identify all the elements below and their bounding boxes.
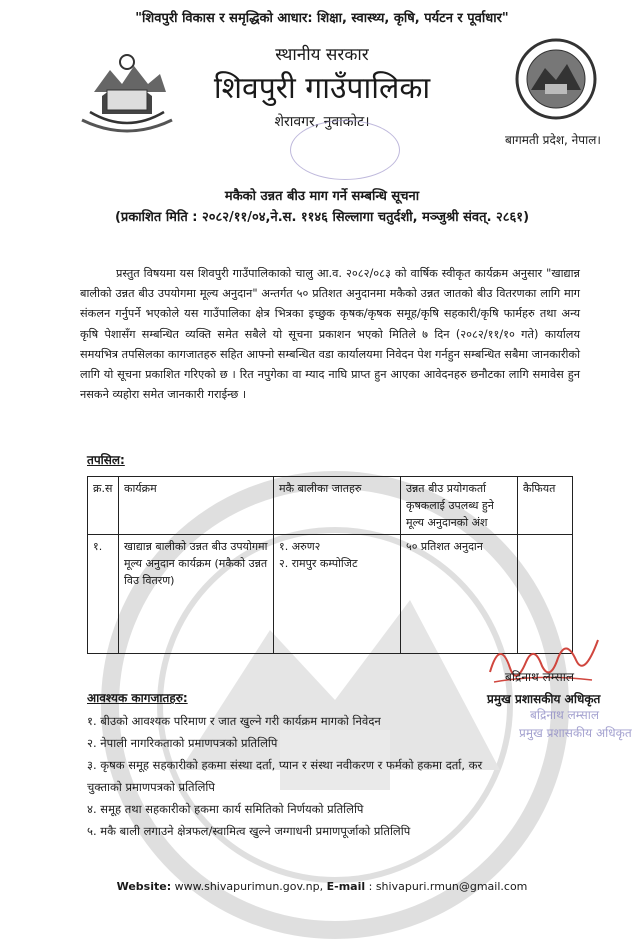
email-label: E-mail <box>326 880 366 893</box>
cell-sn: १. <box>88 535 119 654</box>
website-link[interactable]: www.shivapurimun.gov.np, <box>174 880 324 893</box>
column-header-program: कार्यक्रम <box>119 477 274 535</box>
list-item: ५. मकै बाली लगाउने क्षेत्रफल/स्वामित्व खुल्ने जग्गाधनी प्रमाणपूर्जाको प्रतिलिपि <box>87 824 411 838</box>
signatory-title: प्रमुख प्रशासकीय अधिकृत <box>487 692 601 706</box>
column-header-subsidy: उन्नत बीउ प्रयोगकर्ता कृषकलाई उपलब्ध हुने मूल्य अनुदानको अंश <box>401 477 518 535</box>
schedule-label: तपसिल: <box>87 453 125 467</box>
notice-title: मकैको उन्नत बीउ माग गर्ने सम्बन्धि सूचना <box>224 189 420 204</box>
municipality-address: शेरावगर, नुवाकोट। <box>274 114 370 130</box>
variety-item: १. अरुण२ <box>279 540 321 553</box>
email-link[interactable]: : shivapuri.rmun@gmail.com <box>368 880 528 893</box>
slogan: "शिवपुरी विकास र समृद्धिको आधार: शिक्षा, स्वास्थ्य, कृषि, पर्यटन र पूर्वाधार" <box>135 11 509 26</box>
municipality-name: शिवपुरी गाउँपालिका <box>213 71 431 106</box>
website-label: Website: <box>116 880 172 893</box>
variety-item: २. रामपुर कम्पोजिट <box>279 557 358 570</box>
cell-subsidy: ५० प्रतिशत अनुदान <box>401 535 518 654</box>
column-header-sn: क्र.स <box>88 477 119 535</box>
cell-varieties <box>274 535 401 654</box>
list-item: ४. समूह तथा सहकारीको हकमा कार्य समितिको निर्णयको प्रतिलिपि <box>87 802 364 816</box>
municipality-seal-icon <box>515 38 597 120</box>
notice-body: प्रस्तुत विषयमा यस शिवपुरी गाउँपालिकाको चालु आ.व. २०८२/०८३ को वार्षिक स्वीकृत कार्यक्रम अनुसार "खाद्यान्न बालीको उन्नत बीउ उपयोगमा मूल्य अनुदान" अन्तर्गत ५० प्रतिशत अनुदानमा मकैको उन्नत जातको बीउ वितरणका लागि माग संकलन गर्नुपर्ने भएकोले यस गाउँपालिका क्षेत्र भित्रका इच्छुक कृषक/कृषक समूह/कृषि सहकारी/कृषि फार्महरु तथा अन्य कृषि पेशासँग सम्बन्धित व्यक्ति समेत सबैले यो सूचना प्रकाशन भएको मितिले ७ दिन (२०८२/११/१० गते) कार्यालय समयभित्र तपसिलका कागजातहरु सहित आफ्नो सम्बन्धित वडा कार्यालयमा निवेदन पेश गर्नहुन सम्बन्धित सबैमा जानकारीको लागि यो सूचना प्रकाशित गरिएको छ । रित नपुगेका वा म्याद नाघि प्राप्त हुन आएका आवेदनहरु छनौटका लागि समावेस हुन नसकने व्यहोरा समेत जानकारी गराईन्छ । <box>80 267 580 402</box>
signatory-name: बद्रिनाथ लम्साल <box>505 670 574 684</box>
list-item: २. नेपाली नागरिकताको प्रमाणपत्रको प्रतिलिपि <box>87 736 278 750</box>
documents-title: आवश्यक कागजातहरु: <box>87 691 188 705</box>
column-header-varieties: मकै बालीका जातहरु <box>274 477 401 535</box>
footer <box>0 880 644 893</box>
table-header-row <box>88 477 573 535</box>
province-label: बागमती प्रदेश, नेपाल। <box>505 133 601 147</box>
stamp-name: बद्रिनाथ लम्साल <box>530 708 599 722</box>
column-header-remarks: कैफियत <box>518 477 573 535</box>
documents-list <box>87 710 497 842</box>
list-item: ३. कृषक समूह सहकारीको हकमा संस्था दर्ता, प्यान र संस्था नवीकरण र फर्मको हकमा दर्ता, कर चुक्ताको प्रमाणपत्रको प्रतिलिपि <box>87 758 483 794</box>
stamp-title: प्रमुख प्रशासकीय अधिकृत <box>519 726 632 740</box>
government-type: स्थानीय सरकार <box>275 45 369 65</box>
cell-program: खाद्यान्न बालीको उन्नत बीउ उपयोगमा मूल्य अनुदान कार्यक्रम (मकैको उन्नत विउ वितरण) <box>119 535 274 654</box>
notice-published-date: (प्रकाशित मिति : २०८२/११/०४,ने.स. ११४६ सिल्लागा चतुर्दशी, मञ्जुश्री संवत्. २८६१) <box>114 210 530 225</box>
list-item: १. बीउको आवश्यक परिमाण र जात खुल्ने गरी कार्यक्रम मागको निवेदन <box>87 714 381 728</box>
received-stamp <box>290 120 400 180</box>
